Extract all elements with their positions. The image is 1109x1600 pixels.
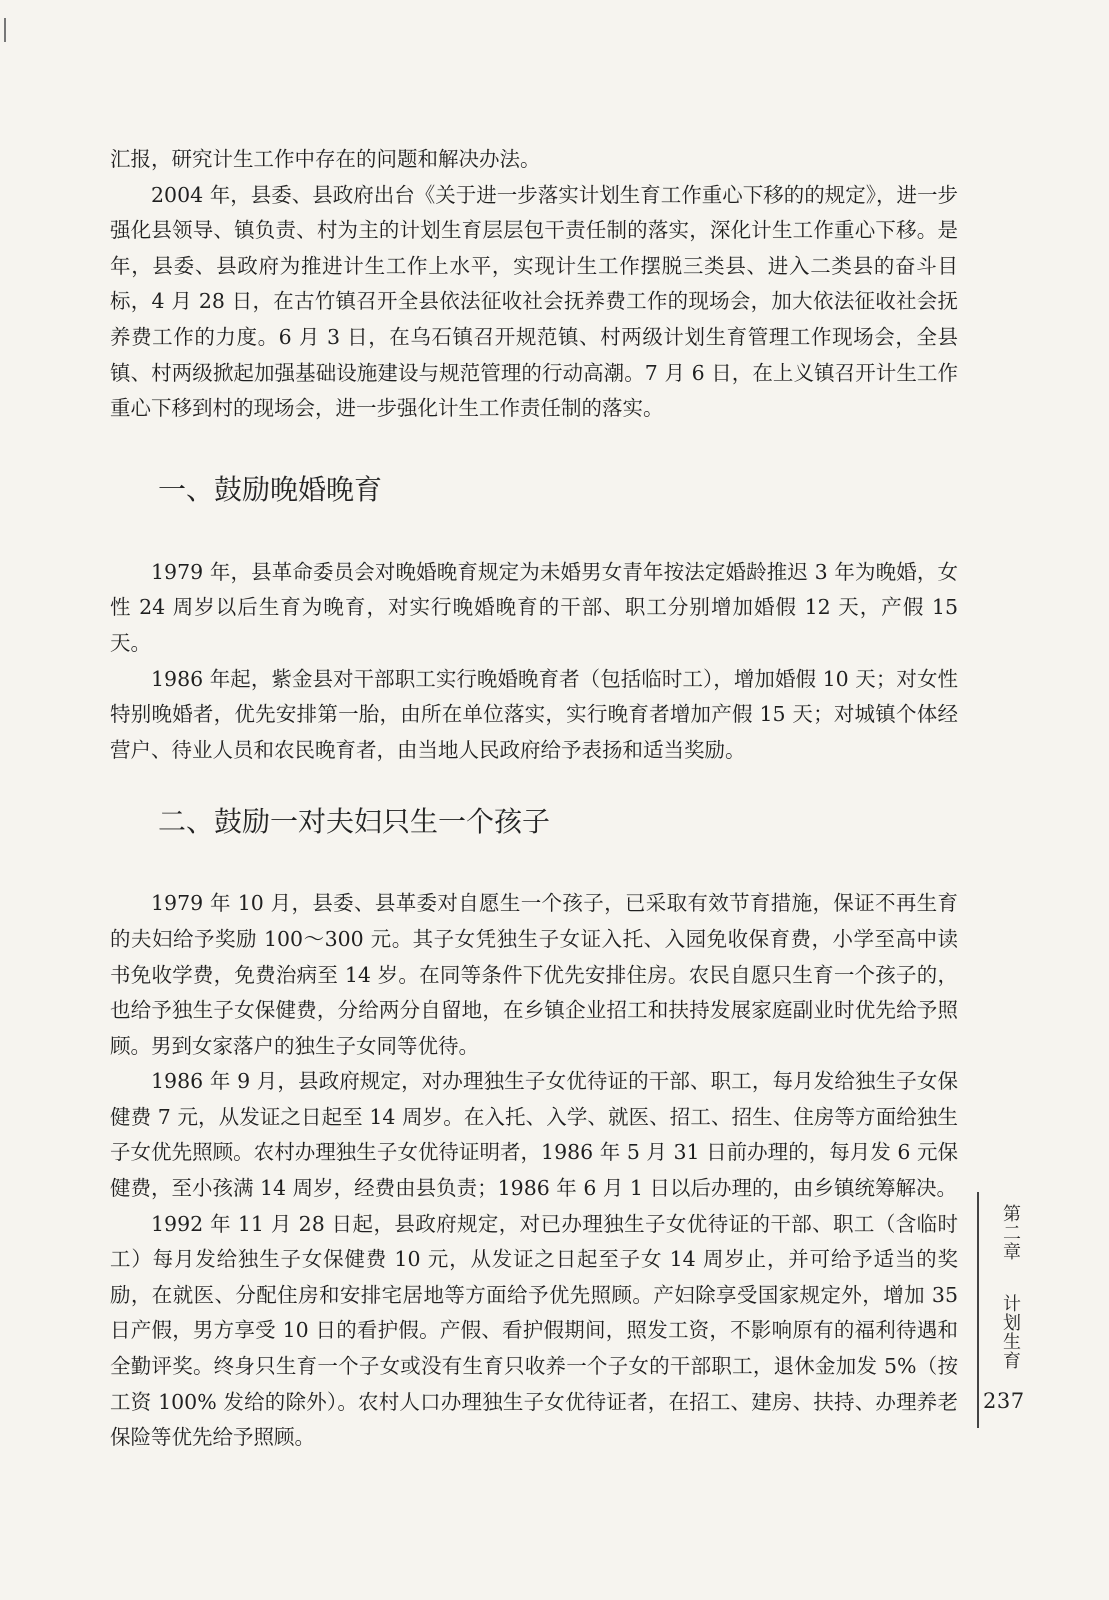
chapter-label: 第二章 [1000, 1204, 1021, 1261]
chapter-tab-rule [977, 1192, 979, 1428]
intro-paragraph-2004: 2004 年，县委、县政府出台《关于进一步落实计划生育工作重心下移的的规定》，进一步强化县领导、镇负责、村为主的计划生育层层包干责任制的落实，深化计生工作重心下移。是年，县委、县政府为推进计生工作上水平，实现计生工作摆脱三类县、进入二类县的奋斗目标，4 月 28 日，在古竹镇召开全县依法征收社会抚养费工作的现场会，加大依法征收社会抚养费工作的力度。6 月 3 日，在乌石镇召开规范镇、村两级计划生育管理工作现场会，全县镇、村两级掀起加强基础设施建设与规范管理的行动高潮。7 月 6 日，在上义镇召开计生工作重心下移到村的现场会，进一步强化计生工作责任制的落实。 [110, 182, 958, 421]
page-body [110, 142, 958, 1456]
section1-paragraph-1979: 1979 年，县革命委员会对晚婚晚育规定为未婚男女青年按法定婚龄推迟 3 年为晚婚，女性 24 周岁以后生育为晚育，对实行晚婚晚育的干部、职工分别增加婚假 12 天，产假 15 天。 [110, 559, 958, 655]
section1-paragraph-1986: 1986 年起，紫金县对干部职工实行晚婚晚育者（包括临时工），增加婚假 10 天；对女性特别晚婚者，优先安排第一胎，由所在单位落实，实行晚育者增加产假 15 天；对城镇个体经营户、待业人员和农民晚育者，由当地人民政府给予表扬和适当奖励。 [110, 666, 958, 762]
scan-margin-mark [4, 18, 6, 42]
intro-paragraph-continued: 汇报，研究计生工作中存在的问题和解决办法。 [110, 147, 541, 171]
section2-paragraph-1986: 1986 年 9 月，县政府规定，对办理独生子女优待证的干部、职工，每月发给独生子女保健费 7 元，从发证之日起至 14 周岁。在入托、入学、就医、招工、招生、住房等方面给独生子女优先照顾。农村办理独生子女优待证明者，1986 年 5 月 31 日前办理的，每月发 6 元保健费，至小孩满 14 周岁，经费由县负责；1986 年 6 月 1 日以后办理的，由乡镇统筹解决。 [110, 1069, 958, 1201]
section2-paragraph-1992: 1992 年 11 月 28 日起，县政府规定，对已办理独生子女优待证的干部、职工（含临时工）每月发给独生子女保健费 10 元，从发证之日起至子女 14 周岁止，并可给予适当的奖励，在就医、分配住房和安排宅居地等方面给予优先照顾。产妇除享受国家规定外，增加 35 日产假，男方享受 10 日的看护假。产假、看护假期间，照发工资，不影响原有的福利待遇和全勤评奖。终身只生育一个子女或没有生育只收养一个子女的干部职工，退休金加发 5%（按工资 100% 发给的除外）。农村人口办理独生子女优待证者，在招工、建房、扶持、办理养老保险等优先给予照顾。 [110, 1211, 958, 1450]
section-heading-late-marriage: 一、鼓励晚婚晚育 [158, 472, 383, 506]
section2-paragraph-1979: 1979 年 10 月，县委、县革委对自愿生一个孩子，已采取有效节育措施，保证不再生育的夫妇给予奖励 100～300 元。其子女凭独生子女证入托、入园免收保育费，小学至高中读书免收学费，免费治病至 14 岁。在同等条件下优先安排住房。农民自愿只生育一个孩子的，也给予独生子女保健费，分给两分自留地，在乡镇企业招工和扶持发展家庭副业时优先给予照顾。男到女家落户的独生子女同等优待。 [110, 891, 958, 1058]
page-number: 237 [983, 1389, 1025, 1413]
chapter-title: 计划生育 [1000, 1294, 1021, 1370]
section-heading-one-child: 二、鼓励一对夫妇只生一个孩子 [158, 805, 551, 839]
